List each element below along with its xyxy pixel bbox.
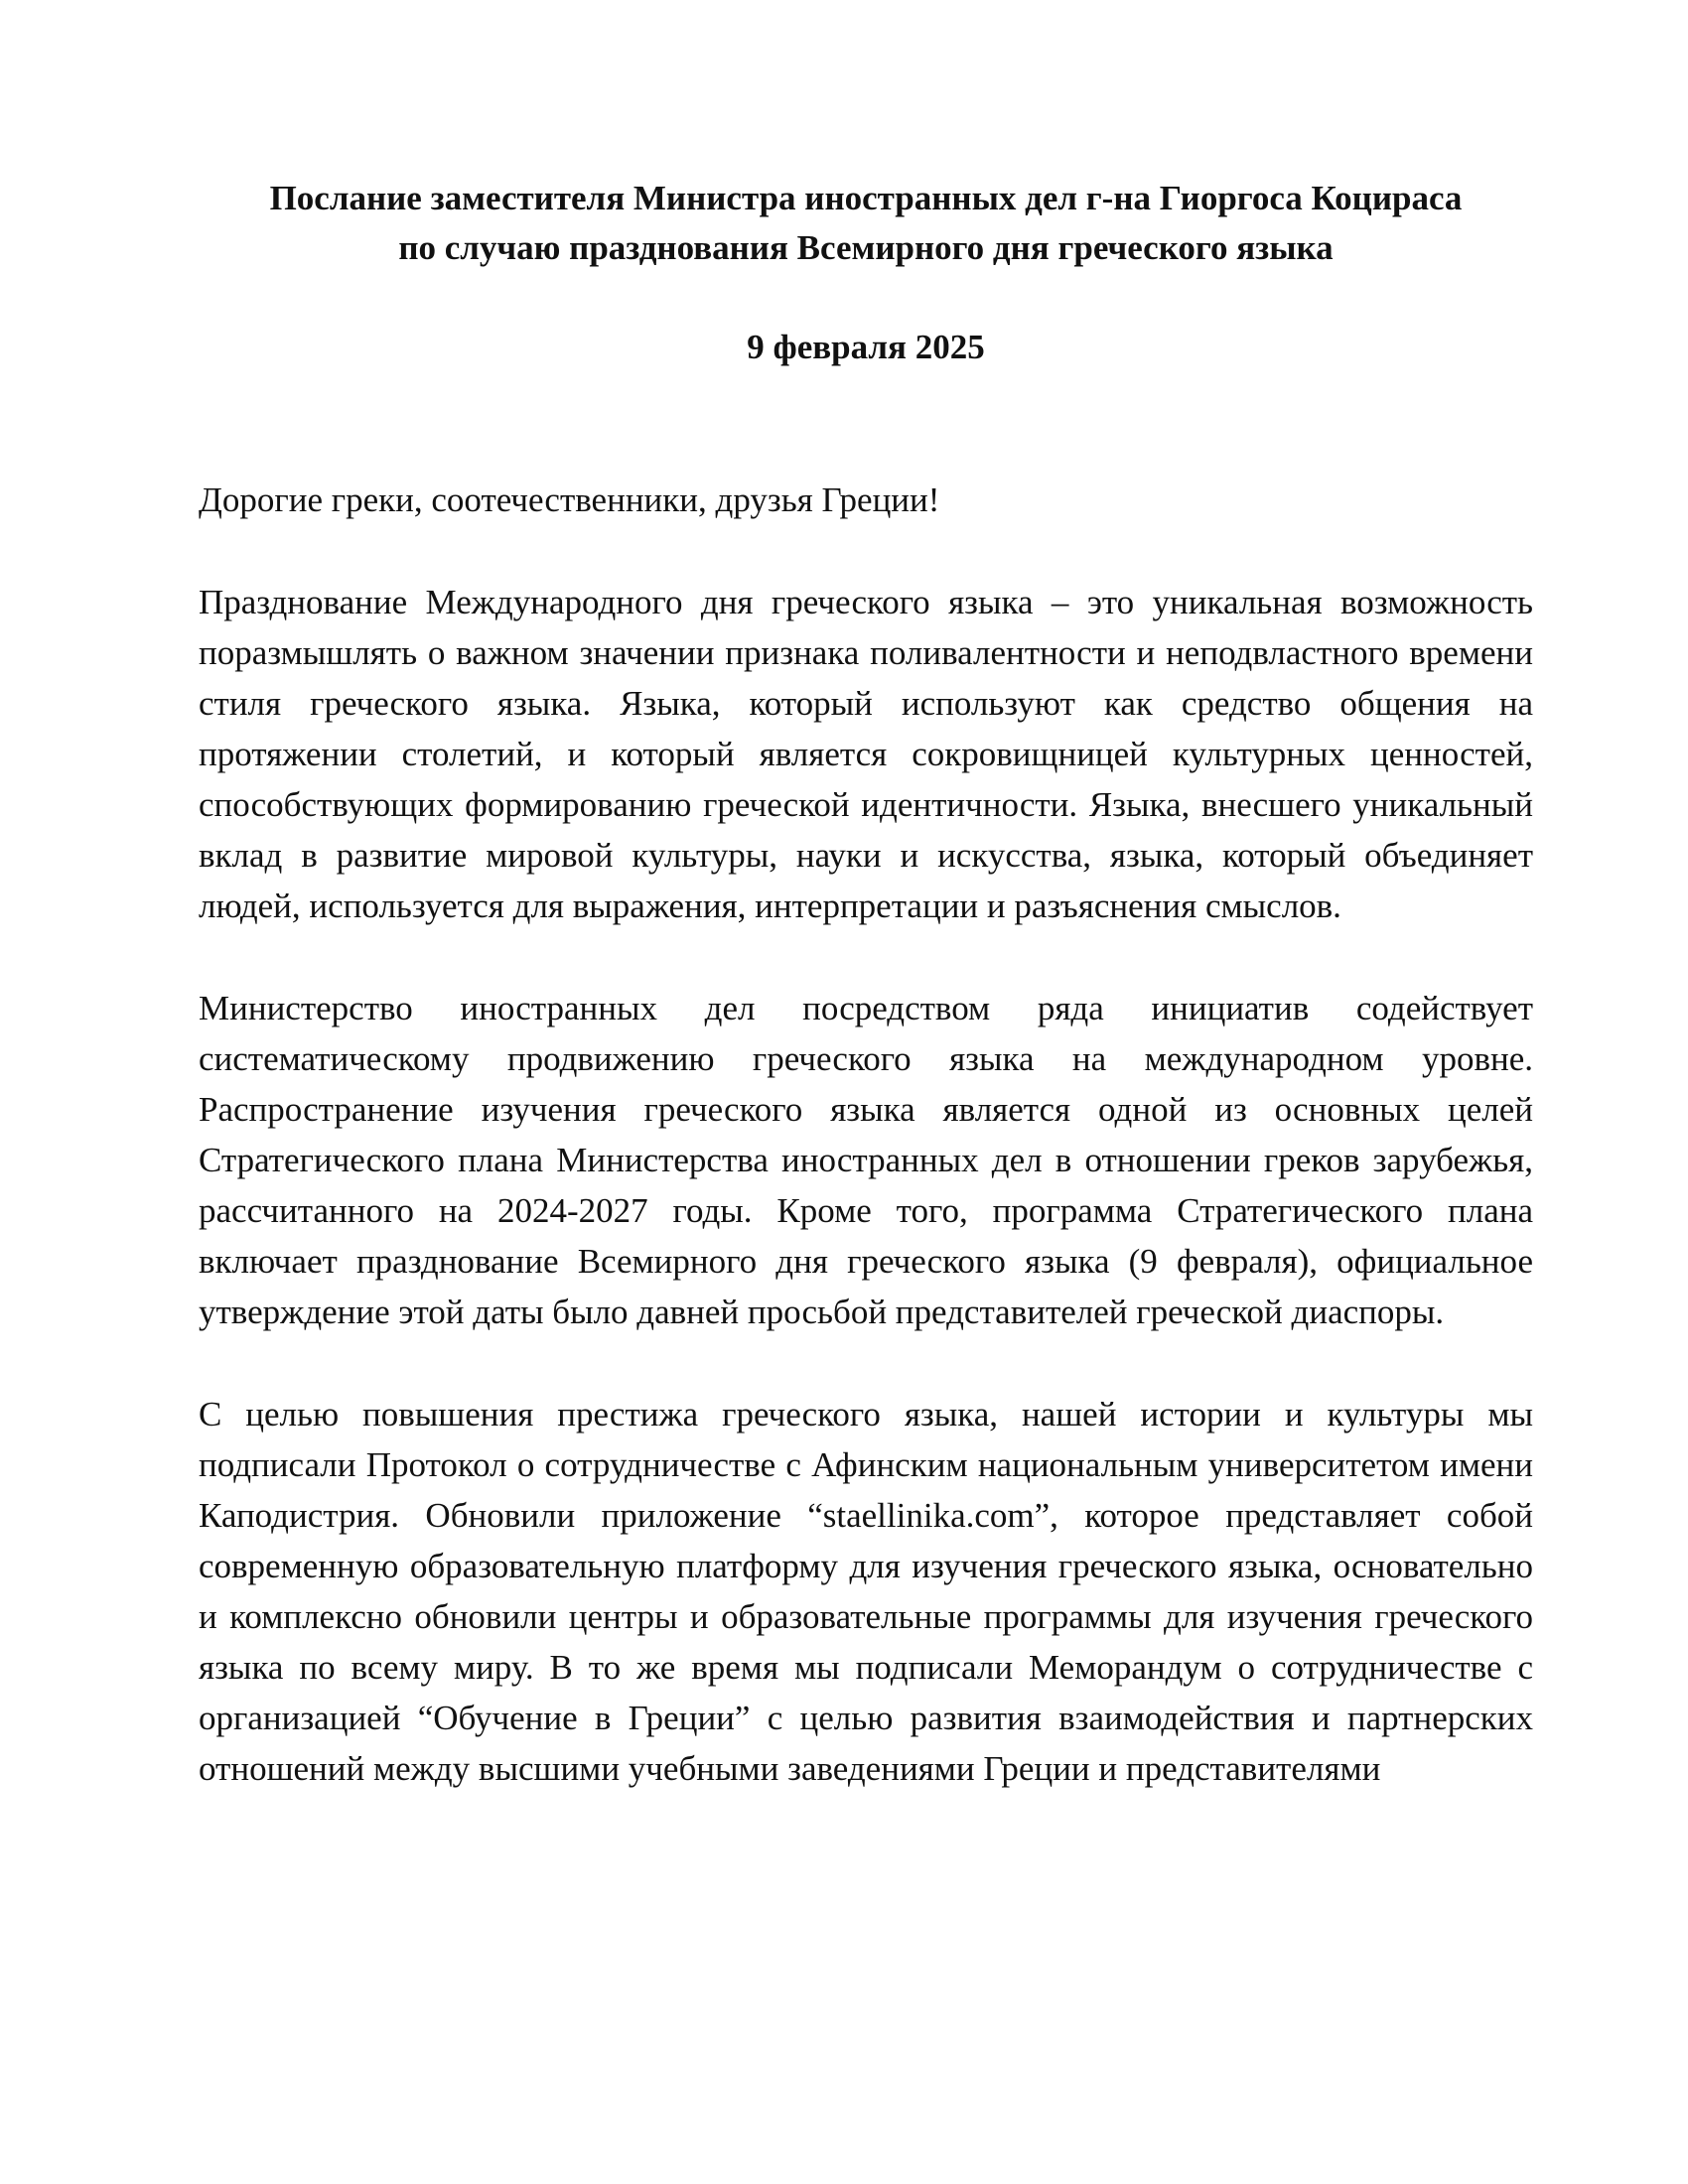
- document-title: [199, 174, 1533, 273]
- title-line-1: Послание заместителя Министра иностранных дел г-на Гиоргоса Коцираса: [269, 179, 1463, 217]
- title-line-2: по случаю празднования Всемирного дня греческого языка: [398, 228, 1334, 267]
- document-page: [199, 174, 1533, 1794]
- paragraph: Празднование Международного дня греческого языка – это уникальная возможность поразмышлять о важном значении признака поливалентности и неподвластного времени стиля греческого языка. Языка, который используют как средство общения на протяжении столетий, и который является сокровищницей культурных ценностей, способствующих формированию греческой идентичности. Языка, внесшего уникальный вклад в развитие мировой культуры, науки и искусства, языка, который объединяет людей, используется для выражения, интерпретации и разъяснения смыслов.: [199, 583, 1533, 925]
- document-date: 9 февраля 2025: [747, 328, 985, 366]
- paragraph: С целью повышения престижа греческого языка, нашей истории и культуры мы подписали Протокол о сотрудничестве с Афинским национальным университетом имени Каподистрия. Обновили приложение “staellinika.com”, которое представляет собой современную образовательную платформу для изучения греческого языка, основательно и комплексно обновили центры и образовательные программы для изучения греческого языка по всему миру. В то же время мы подписали Меморандум о сотрудничестве с организацией “Обучение в Греции” с целью развития взаимодействия и партнерских отношений между высшими учебными заведениями Греции и представителями: [199, 1395, 1533, 1788]
- paragraph: Министерство иностранных дел посредством ряда инициатив содействует систематическому продвижению греческого языка на международном уровне. Распространение изучения греческого языка является одной из основных целей Стратегического плана Министерства иностранных дел в отношении греков зарубежья, рассчитанного на 2024-2027 годы. Кроме того, программа Стратегического плана включает празднование Всемирного дня греческого языка (9 февраля), официальное утверждение этой даты было давней просьбой представителей греческой диаспоры.: [199, 989, 1533, 1331]
- greeting: Дорогие греки, соотечественники, друзья Греции!: [199, 480, 940, 519]
